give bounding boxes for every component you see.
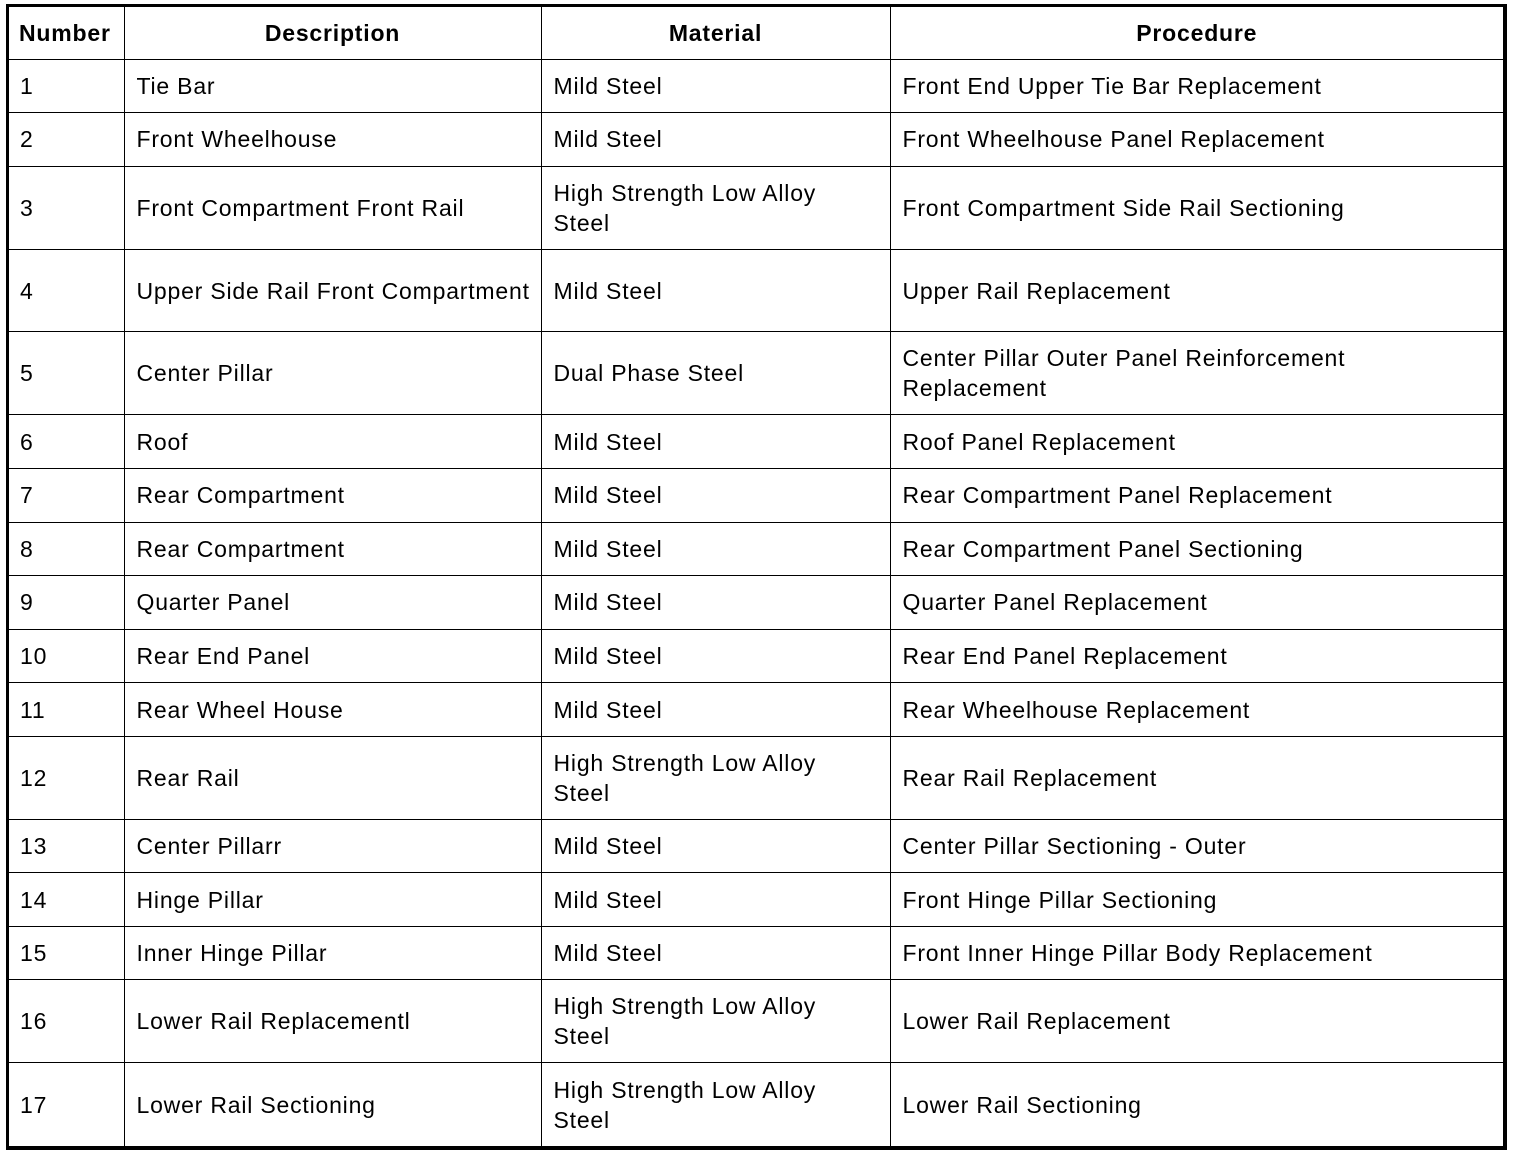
table-row <box>9 415 1503 469</box>
table-row <box>9 249 1503 332</box>
row-material: Mild Steel <box>541 249 890 332</box>
row-number: 14 <box>9 873 124 927</box>
table-row <box>9 59 1503 113</box>
row-description: Lower Rail Replacementl <box>124 980 541 1063</box>
row-description: Front Compartment Front Rail <box>124 166 541 249</box>
parts-table <box>9 7 1503 1146</box>
row-description: Center Pillarr <box>124 819 541 873</box>
row-procedure: Front Hinge Pillar Sectioning <box>890 873 1503 927</box>
table-row <box>9 1063 1503 1146</box>
row-number: 12 <box>9 736 124 819</box>
row-number: 13 <box>9 819 124 873</box>
row-procedure: Front End Upper Tie Bar Replacement <box>890 59 1503 113</box>
row-procedure: Lower Rail Sectioning <box>890 1063 1503 1146</box>
table-row <box>9 683 1503 737</box>
row-procedure: Rear Rail Replacement <box>890 736 1503 819</box>
table-row <box>9 113 1503 167</box>
row-procedure: Rear Compartment Panel Replacement <box>890 468 1503 522</box>
row-material: Mild Steel <box>541 59 890 113</box>
row-description: Upper Side Rail Front Compartment <box>124 249 541 332</box>
row-number: 16 <box>9 980 124 1063</box>
row-procedure: Center Pillar Outer Panel Reinforcement Replacement <box>890 332 1503 415</box>
row-number: 10 <box>9 629 124 683</box>
row-description: Rear End Panel <box>124 629 541 683</box>
table-row <box>9 819 1503 873</box>
row-material: Mild Steel <box>541 113 890 167</box>
row-material: Mild Steel <box>541 873 890 927</box>
row-material: Dual Phase Steel <box>541 332 890 415</box>
header-number: Number <box>9 7 124 59</box>
row-description: Rear Compartment <box>124 522 541 576</box>
row-number: 15 <box>9 926 124 980</box>
row-number: 7 <box>9 468 124 522</box>
row-procedure: Roof Panel Replacement <box>890 415 1503 469</box>
row-material: Mild Steel <box>541 522 890 576</box>
table-row <box>9 522 1503 576</box>
row-description: Roof <box>124 415 541 469</box>
row-description: Inner Hinge Pillar <box>124 926 541 980</box>
row-material: Mild Steel <box>541 926 890 980</box>
table-row <box>9 736 1503 819</box>
row-material: High Strength Low Alloy Steel <box>541 736 890 819</box>
row-number: 4 <box>9 249 124 332</box>
row-material: Mild Steel <box>541 683 890 737</box>
row-number: 6 <box>9 415 124 469</box>
table-row <box>9 873 1503 927</box>
header-description: Description <box>124 7 541 59</box>
row-material: Mild Steel <box>541 819 890 873</box>
header-material: Material <box>541 7 890 59</box>
row-procedure: Upper Rail Replacement <box>890 249 1503 332</box>
row-description: Rear Compartment <box>124 468 541 522</box>
row-number: 3 <box>9 166 124 249</box>
row-number: 9 <box>9 576 124 630</box>
row-description: Rear Wheel House <box>124 683 541 737</box>
row-procedure: Front Inner Hinge Pillar Body Replacement <box>890 926 1503 980</box>
row-description: Lower Rail Sectioning <box>124 1063 541 1146</box>
row-procedure: Rear End Panel Replacement <box>890 629 1503 683</box>
row-number: 5 <box>9 332 124 415</box>
row-procedure: Front Wheelhouse Panel Replacement <box>890 113 1503 167</box>
header-procedure: Procedure <box>890 7 1503 59</box>
row-material: Mild Steel <box>541 629 890 683</box>
table-row <box>9 468 1503 522</box>
row-number: 11 <box>9 683 124 737</box>
row-material: Mild Steel <box>541 468 890 522</box>
row-description: Center Pillar <box>124 332 541 415</box>
table-row <box>9 332 1503 415</box>
table-header-row <box>9 7 1503 59</box>
row-material: Mild Steel <box>541 576 890 630</box>
row-description: Tie Bar <box>124 59 541 113</box>
table-row <box>9 980 1503 1063</box>
row-material: High Strength Low Alloy Steel <box>541 1063 890 1146</box>
row-number: 8 <box>9 522 124 576</box>
row-number: 17 <box>9 1063 124 1146</box>
row-description: Quarter Panel <box>124 576 541 630</box>
table-row <box>9 629 1503 683</box>
row-description: Rear Rail <box>124 736 541 819</box>
row-procedure: Front Compartment Side Rail Sectioning <box>890 166 1503 249</box>
row-procedure: Rear Compartment Panel Sectioning <box>890 522 1503 576</box>
row-number: 1 <box>9 59 124 113</box>
parts-table-container <box>6 4 1507 1150</box>
row-material: Mild Steel <box>541 415 890 469</box>
table-row <box>9 576 1503 630</box>
table-row <box>9 926 1503 980</box>
row-number: 2 <box>9 113 124 167</box>
row-description: Hinge Pillar <box>124 873 541 927</box>
row-procedure: Lower Rail Replacement <box>890 980 1503 1063</box>
row-procedure: Quarter Panel Replacement <box>890 576 1503 630</box>
row-material: High Strength Low Alloy Steel <box>541 980 890 1063</box>
row-procedure: Center Pillar Sectioning - Outer <box>890 819 1503 873</box>
table-row <box>9 166 1503 249</box>
row-procedure: Rear Wheelhouse Replacement <box>890 683 1503 737</box>
row-description: Front Wheelhouse <box>124 113 541 167</box>
row-material: High Strength Low Alloy Steel <box>541 166 890 249</box>
